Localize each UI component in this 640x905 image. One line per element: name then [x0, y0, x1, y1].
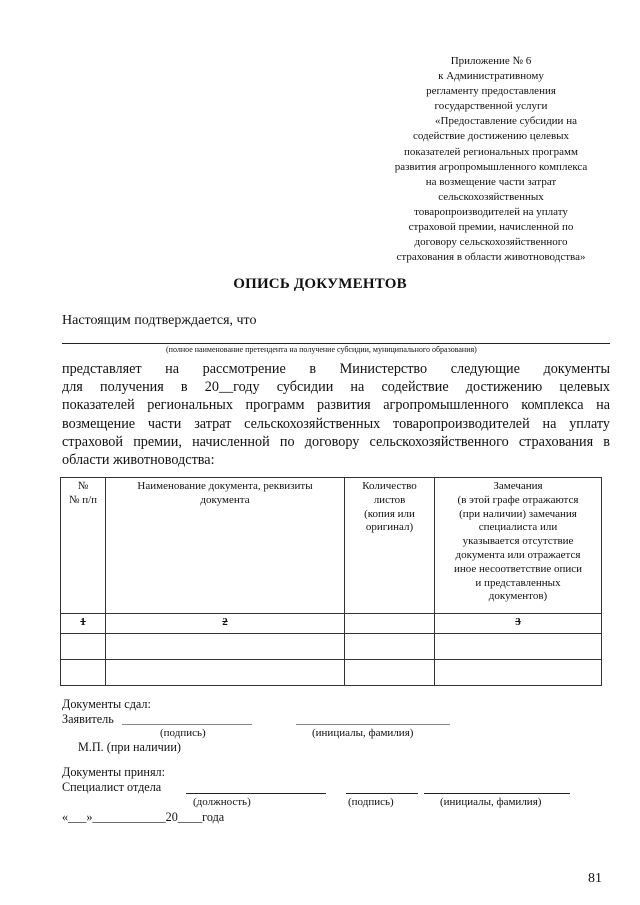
- applicant-label: Заявитель: [62, 712, 114, 726]
- specialist-label: Специалист отдела: [62, 780, 162, 794]
- paragraph-line: показателей региональных программ развития агропромышленного комплекса на: [62, 397, 610, 414]
- table-header-row: [61, 478, 602, 614]
- applicant-caption: (полное наименование претендента на получение субсидии, муниципального образования): [166, 345, 477, 354]
- number-cell: [345, 614, 435, 634]
- appendix-line: содействие достижению целевых: [412, 130, 570, 143]
- appendix-line: показателей региональных программ: [404, 145, 578, 158]
- documents-table: [60, 477, 602, 686]
- appendix-header: [362, 54, 620, 265]
- initials-caption: (инициалы, фамилия): [312, 727, 414, 739]
- body-paragraph: [62, 360, 610, 469]
- appendix-line: страхования в области животноводства»: [396, 251, 586, 264]
- date-line: «___»____________20____года: [62, 810, 225, 824]
- appendix-line: сельскохозяйственных: [438, 190, 544, 203]
- appendix-line: договору сельскохозяйственного: [414, 236, 568, 249]
- applicant-name-line[interactable]: [62, 343, 610, 344]
- header-document-name: Наименование документа, реквизиты документа: [106, 478, 345, 614]
- table-cell[interactable]: [106, 660, 345, 686]
- appendix-line: государственной услуги: [434, 100, 548, 113]
- applicant-signature-line[interactable]: [122, 724, 252, 725]
- paragraph-line: для получения в 20__году субсидии на содействие достижению целевых: [62, 379, 610, 396]
- paragraph-line: области животноводства:: [62, 452, 215, 469]
- signature-caption-2: (подпись): [348, 796, 394, 808]
- header-sheet-count: Количество листов (копия или оригинал): [345, 478, 435, 614]
- table-cell[interactable]: [345, 660, 435, 686]
- confirm-text: Настоящим подтверждается, что: [62, 313, 257, 328]
- applicant-initials-line[interactable]: [296, 724, 450, 725]
- appendix-line: развития агропромышленного комплекса: [394, 160, 588, 173]
- table-cell[interactable]: [435, 660, 602, 686]
- number-cell: 3: [435, 614, 602, 634]
- specialist-initials-line[interactable]: [424, 793, 570, 794]
- specialist-signature-line[interactable]: [346, 793, 418, 794]
- paragraph-line: страховой премии, начисленной по договору сельскохозяйственного страхования в: [62, 433, 610, 450]
- table-numbering-row: [61, 614, 602, 634]
- appendix-line: «Предоставление субсидии на: [435, 115, 577, 128]
- received-label: Документы принял:: [62, 765, 166, 779]
- appendix-line: товаропроизводителей на уплату: [414, 205, 568, 218]
- initials-caption-2: (инициалы, фамилия): [440, 796, 542, 808]
- table-cell[interactable]: [106, 634, 345, 660]
- paragraph-line: возмещение части затрат сельскохозяйственных товаропроизводителей на уплату: [62, 415, 610, 432]
- appendix-line: регламенту предоставления: [426, 85, 556, 98]
- document-title: ОПИСЬ ДОКУМЕНТОВ: [233, 276, 407, 292]
- table-row: [61, 660, 602, 686]
- number-cell: 2: [106, 614, 345, 634]
- position-caption: (должность): [193, 796, 251, 808]
- page-number: 81: [588, 871, 602, 886]
- appendix-line: страховой премии, начисленной по: [408, 221, 574, 234]
- table-cell[interactable]: [435, 634, 602, 660]
- table-row: [61, 634, 602, 660]
- paragraph-line: представляет на рассмотрение в Министерство следующие документы: [62, 361, 610, 377]
- signature-caption: (подпись): [160, 727, 206, 739]
- header-remarks: Замечания (в этой графе отражаются (при наличии) замечания специалиста или указывается отсутствие документа или отражается иное несоответствие описи и представленных документов): [435, 478, 602, 614]
- appendix-line: на возмещение части затрат: [425, 175, 557, 188]
- number-cell: 1: [61, 614, 106, 634]
- table-cell[interactable]: [345, 634, 435, 660]
- position-line[interactable]: [186, 793, 326, 794]
- handed-label: Документы сдал:: [62, 697, 151, 711]
- table-cell[interactable]: [61, 634, 106, 660]
- stamp-label: М.П. (при наличии): [78, 740, 181, 754]
- table-cell[interactable]: [61, 660, 106, 686]
- appendix-line: к Административному: [438, 70, 544, 83]
- header-number: № № п/п: [61, 478, 106, 614]
- appendix-line: Приложение № 6: [450, 55, 532, 67]
